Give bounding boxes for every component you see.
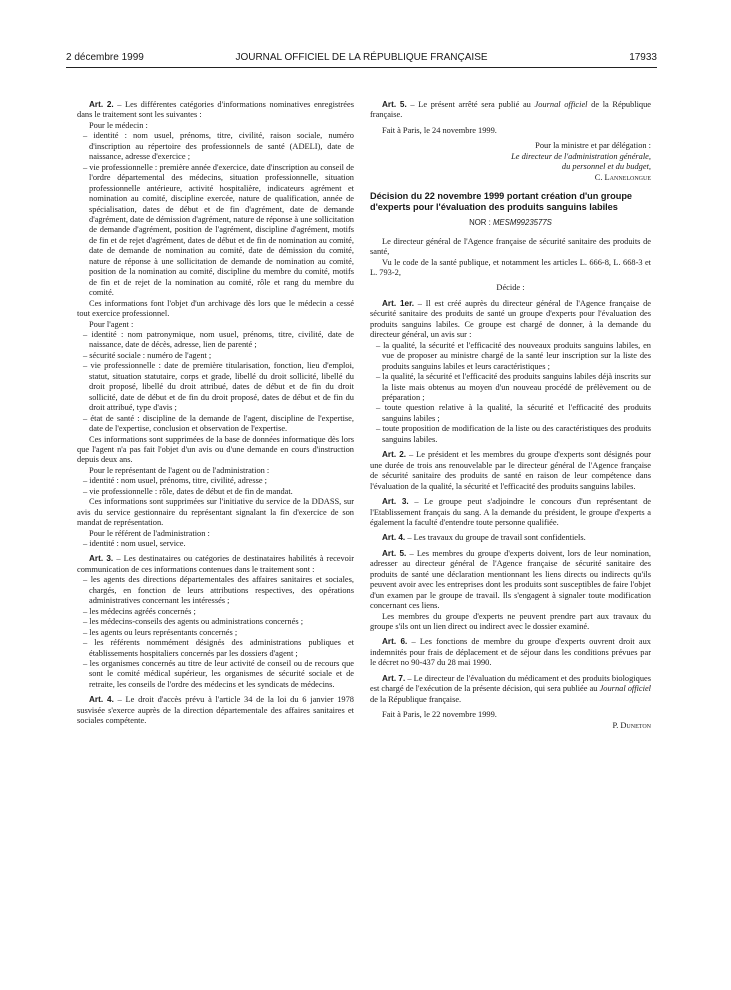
header-journal-title: JOURNAL OFFICIEL DE LA RÉPUBLIQUE FRANÇAISE <box>235 52 488 63</box>
decision-article-1 <box>370 299 651 341</box>
decision-article-3-label: Art. 3. <box>382 497 409 507</box>
decision-article-6-label: Art. 6. <box>382 637 408 647</box>
list-item: – identité : nom patronymique, nom usuel, prénoms, titre, civilité, date de naissance, date de décès, adresse, lien de parenté ; <box>83 329 354 350</box>
pour-referent: Pour le référent de l'administration : <box>89 528 210 538</box>
list-item: – état de santé : discipline de la demande de l'agent, discipline de l'expertise, date de l'expertise, conclusion et observation de l'expertise. <box>83 413 354 434</box>
signature-title-1: Le directeur de l'administration générale, <box>511 151 651 161</box>
signature-delegation: Pour la ministre et par délégation : <box>535 141 651 151</box>
signature-title-2: du personnel et du budget, <box>561 162 651 172</box>
decision-article-5-label: Art. 5. <box>382 548 407 558</box>
pour-medecin: Pour le médecin : <box>89 120 148 130</box>
header-page-number: 17933 <box>629 52 657 63</box>
decision-article-3 <box>370 497 651 528</box>
article-5-arrete-label: Art. 5. <box>382 100 407 109</box>
decision-article-6 <box>370 637 651 668</box>
list-item: – sécurité sociale : numéro de l'agent ; <box>83 350 212 360</box>
left-column <box>77 100 354 727</box>
list-item: – vie professionnelle : rôle, dates de début et de fin de mandat. <box>83 486 293 496</box>
article-2 <box>77 100 354 121</box>
journal-officiel-ref: Journal officiel <box>534 100 588 109</box>
list-item: – la qualité, la sécurité et l'efficacité des nouveaux produits sanguins labiles, en vue de proposer au ministre chargé de la santé leur inscription sur la liste des produits sanguins labiles et leurs caractéristiques ; <box>376 340 651 371</box>
article-5-arrete <box>370 100 651 121</box>
nor-reference <box>370 218 651 228</box>
decision-article-7-label: Art. 7. <box>382 673 406 683</box>
fait-a-paris-2: Fait à Paris, le 22 novembre 1999. <box>382 710 497 720</box>
decision-article-4 <box>370 533 651 543</box>
article-4-text: – Le droit d'accès prévu à l'article 34 de la loi du 6 janvier 1978 susvisée s'exerce auprès de la direction départementale des affaires sanitaires et sociales compétente. <box>77 695 354 726</box>
pour-agent: Pour l'agent : <box>89 319 134 329</box>
decision-article-3-text: – Le groupe peut s'adjoindre le concours d'un représentant de l'Etablissement français du sang. A la demande du président, le groupe d'experts a également la faculté d'entendre toute personne qualifiée. <box>370 497 651 527</box>
list-item: – les agents ou leurs représentants concernés ; <box>83 627 238 637</box>
decision-article-1-label: Art. 1er. <box>382 298 415 308</box>
decision-article-4-text: – Les travaux du groupe de travail sont confidentiels. <box>405 533 586 543</box>
agent-suppression-note: Ces informations sont supprimées de la base de données informatique dès lors que l'agent n'a pas fait l'objet d'un avis ou d'une demande en cours d'instruction depuis deux ans. <box>77 434 354 465</box>
article-4-label: Art. 4. <box>89 695 114 705</box>
list-item: – vie professionnelle : première année d'exercice, date d'inscription au conseil de l'ordre départemental des médecins, situation professionnelle, situation professionnelle antérieure, activité hospitalière, indicateurs agrément et nomination au comité, discipline exercée, nature de qualification, année de spécialisation, dates de début et de fin d'agrément, date de demande d'agrément, date de démission d'agrément, nature de réponse à une sollicitation de demande d'agrément, position de l'agrément, discipline d'agrément, motifs de fin et de rejet d'agrément, dates de début et de fin de nomination au comité, date de demande de nomination au comité, date de démission du comité, nature de réponse à une sollicitation de demande de nomination au comité, position de la nomination au comité, discipline du membre du comité, motifs de fin et de rejet de la nomination au comité, rôle et rang du membre du comité. <box>83 162 354 298</box>
signature-name-1: C. Lannelongue <box>594 172 651 182</box>
article-5-arrete-text: – Le présent arrêté sera publié au <box>406 100 535 109</box>
list-item: – les référents nommément désignés des administrations publiques et établissements hospitaliers concernés par les dossiers d'agent ; <box>83 638 354 658</box>
article-4 <box>77 695 354 726</box>
article-3-text: – Les destinataires ou catégories de destinataires habilités à recevoir communication de ces informations contenues dans le traitement sont : <box>77 554 354 574</box>
header-date: 2 décembre 1999 <box>66 52 144 63</box>
decision-vu: Vu le code de la santé publique, et notamment les articles L. 666-8, L. 668-3 et L. 793-2, <box>370 257 651 277</box>
pour-representant: Pour le représentant de l'agent ou de l'administration : <box>89 465 270 475</box>
list-item: – les médecins-conseils des agents ou administrations concernés ; <box>83 617 304 627</box>
medecin-archive-note: Ces informations font l'objet d'un archivage dès lors que le médecin a cessé tout exercice professionnel. <box>77 298 354 319</box>
article-3-label: Art. 3. <box>89 554 114 564</box>
decision-article-7 <box>370 674 651 705</box>
list-item: – les agents des directions départementales des affaires sanitaires et sociales, chargés, en fonction de leurs attributions respectives, des opérations administratives concernant les intéressés ; <box>83 575 354 606</box>
decision-article-2 <box>370 450 651 492</box>
decision-article-5-text: – Les membres du groupe d'experts doivent, lors de leur nomination, adresser au directeur général de l'Agence française de sécurité sanitaire des produits de santé une déclaration mentionnant les liens directs ou indirects qu'ils peuvent avoir avec les entreprises dont les produits sont susceptibles de faire l'objet d'un examen par le groupe de travail. Ils s'engagent à signaler toute modification concernant ces liens. <box>370 548 651 611</box>
list-item: – toute proposition de modification de la liste ou des caractéristiques des produits sanguins labiles. <box>376 424 651 444</box>
decision-article-7-text: – Le directeur de l'évaluation du médicament et des produits biologiques est chargé de l'exécution de la présente décision, qui sera publiée au <box>370 673 651 694</box>
decision-article-4-label: Art. 4. <box>382 533 406 543</box>
decision-article-5 <box>370 549 651 612</box>
decision-title: Décision du 22 novembre 1999 portant création d'un groupe d'experts pour l'évaluation des produits sanguins labiles <box>370 191 633 213</box>
article-3 <box>77 554 354 575</box>
header-rule <box>66 67 657 68</box>
nor-code: MESM9923577S <box>492 218 552 228</box>
decision-article-1-text: – Il est créé auprès du directeur général de l'Agence française de sécurité sanitaire des produits de santé un groupe d'experts pour l'évaluation des produits sanguins labiles. Ce groupe est chargé de donner, à la demande du directeur général, un avis sur : <box>370 298 651 340</box>
list-item: – les médecins agréés concernés ; <box>83 606 196 616</box>
representant-suppression-note: Ces informations sont supprimées sur l'initiative du service de la DDASS, sur avis du service gestionnaire du représentant signalant la fin d'exercice de son mandat de représentation. <box>77 497 354 528</box>
right-column <box>370 100 651 731</box>
list-item: – la qualité, la sécurité et l'efficacité des produits sanguins labiles déjà inscrits sur la liste mais obtenus au moyen d'un nouveau procédé de prélèvement ou de préparation ; <box>376 372 651 402</box>
list-item: – identité : nom usuel, service. <box>83 539 186 549</box>
list-item: – toute question relative à la qualité, la sécurité et l'efficacité des produits sanguins labiles ; <box>376 403 651 423</box>
list-item: – identité : nom usuel, prénoms, titre, civilité, raison sociale, numéro d'inscription au répertoire des professionnels de santé (ADELI), date de naissance, adresse d'exercice ; <box>83 131 354 162</box>
decision-article-5-para-2: Les membres du groupe d'experts ne peuvent prendre part aux travaux du groupe s'ils ont un lien direct ou indirect avec le dossier examiné. <box>370 611 651 632</box>
list-item: – vie professionnelle : date de première titularisation, fonction, lieu d'emploi, statut, situation statutaire, corps et grade, libellé du droit sollicité, libellé du droit proposé, libellé du droit attribué, dates de début et de fin du droit sollicité, date de début et de fin du droit proposé, dates de début et de fin du droit attribué, type d'avis ; <box>83 361 354 413</box>
signature-name-2: P. Duneton <box>612 720 651 730</box>
fait-a-paris-1: Fait à Paris, le 24 novembre 1999. <box>382 125 497 135</box>
page-header <box>66 52 657 66</box>
decision-intro: Le directeur général de l'Agence française de sécurité sanitaire des produits de santé, <box>370 236 651 257</box>
decide: Décide : <box>496 283 525 293</box>
article-5-arrete-text-end: de la République française. <box>370 100 652 120</box>
journal-officiel-ref-2: Journal officiel <box>599 684 652 694</box>
article-2-text: – Les différentes catégories d'informations nominatives enregistrées dans le traitement sont les suivantes : <box>77 100 354 120</box>
list-item: – les organismes concernés au titre de leur activité de conseil ou de recours que sont le comité médical supérieur, les organismes de sécurité sociale et de retraite, les conseils de l'ordre des médecins et les syndicats de médecins. <box>83 659 354 689</box>
decision-article-2-label: Art. 2. <box>382 450 407 460</box>
nor-label: NOR : <box>469 218 493 228</box>
article-2-label: Art. 2. <box>89 100 114 109</box>
list-item: – identité : nom usuel, prénoms, titre, civilité, adresse ; <box>83 476 267 486</box>
decision-article-6-text: – Les fonctions de membre du groupe d'experts ouvrent droit aux indemnités pour frais de déplacement et de séjour dans les conditions prévues par le décret no 90-437 du 28 mai 1990. <box>370 637 651 668</box>
decision-article-2-text: – Le président et les membres du groupe d'experts sont désignés pour une durée de trois ans renouvelable par le directeur général de l'Agence française de sécurité sanitaire des produits de santé en raison de leur compétence dans l'évaluation de la qualité, la sécurité et l'efficacité des produits sanguins labiles. <box>370 450 651 491</box>
decision-article-7-text-end: de la République française. <box>370 694 462 704</box>
